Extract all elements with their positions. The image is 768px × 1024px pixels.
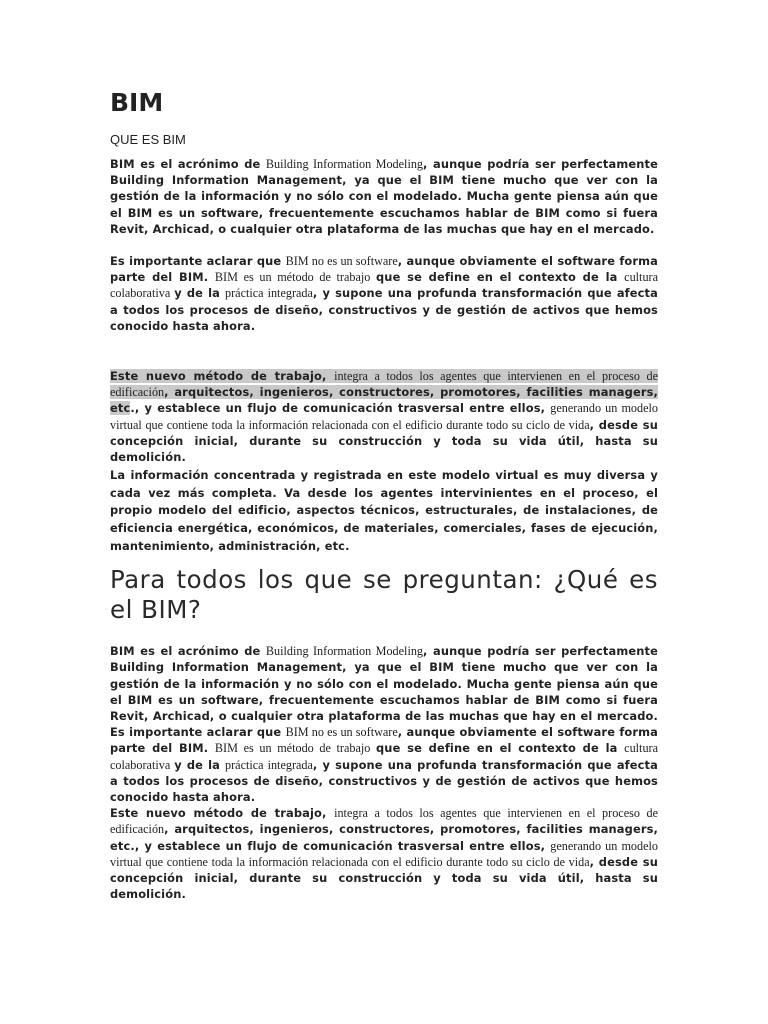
text-run: y de la (174, 757, 226, 772)
text-run: La información concentrada y registrada en este modelo virtual es muy diversa y cada vez más completa. Va desde los agentes intervinientes en el proceso, el propio modelo del edificio, aspectos técnicos, estructurales, de instalaciones, de eficiencia energética, económicos, de materiales, comerciales, fases de ejecución, mantenimiento, administración, etc. (110, 468, 658, 553)
text-run: práctica integrada (225, 286, 313, 301)
text-run: generando un modelo virtual que contiene toda la información relacionada con el edificio durante todo su ciclo de vida (110, 401, 658, 432)
text-run: , desde su concepción inicial, durante su construcción y toda su vida útil, hasta su demolición. (110, 417, 658, 465)
paragraph-new-work-method (110, 368, 658, 465)
text-run: que se define en el contexto de la (376, 741, 625, 756)
text-run: y de la (174, 286, 226, 301)
text-run: , aunque obviamente el software forma parte del BIM. (110, 254, 659, 285)
text-run: Es importante aclarar que (110, 254, 286, 269)
text-run: BIM es el acrónimo de (110, 644, 266, 659)
text-run: , aunque podría ser perfectamente Building Information Management, ya que el BIM tiene mucho que ver con la gestión de la información y no sólo con el modelado. Mucha gente piensa aún que el BIM es un software, frecuentemente escuchamos hablar de BIM como si fuera Revit, Archicad, o cualquier otra plataforma de las muchas que hay en el mercado. Es importante aclarar que (110, 644, 658, 740)
text-run: BIM es un método de trabajo (214, 270, 376, 285)
text-run: , arquitectos, ingenieros, constructores, promotores, facilities managers, etc (110, 385, 658, 416)
text-run: BIM no es un software (285, 254, 398, 269)
text-run: , desde su concepción inicial, durante su construcción y toda su vida útil, hasta su demolición. (110, 854, 658, 902)
paragraph-bim-not-software (110, 253, 658, 334)
text-run: BIM no es un software (285, 725, 398, 740)
paragraph-bim-definition (110, 156, 658, 237)
text-run: BIM es un método de trabajo (214, 741, 376, 756)
text-run: BIM es el acrónimo de (110, 157, 266, 171)
text-run: , aunque obviamente el software forma parte del BIM. (110, 725, 659, 756)
text-run: que se define en el contexto de la (376, 270, 625, 285)
paragraph-new-work-method-repeat (110, 805, 658, 902)
text-run: cultura colaborativa (110, 741, 659, 772)
document-page (110, 88, 658, 902)
text-run: Building Information Modeling (265, 157, 424, 171)
text-run: Este nuevo método de trabajo, (110, 369, 335, 384)
text-run: cultura colaborativa (110, 270, 659, 301)
document-subtitle: QUE ES BIM (110, 132, 186, 147)
paragraph-bim-definition-repeat (110, 643, 658, 805)
text-run: , arquitectos, ingenieros, constructores, promotores, facilities managers, etc., y establece un flujo de comunicación trasversal entre ellos, (110, 822, 658, 853)
text-run: Building Information Modeling (265, 644, 424, 659)
text-run: , aunque podría ser perfectamente Building Information Management, ya que el BIM tiene mucho que ver con la gestión de la información y no sólo con el modelado. Mucha gente piensa aún que el BIM es un software, frecuentemente escuchamos hablar de BIM como si fuera Revit, Archicad, o cualquier otra plataforma de las muchas que hay en el mercado. (110, 157, 658, 236)
text-run: integra a todos los agentes que intervienen en el proceso de edificación (110, 806, 658, 837)
text-run: integra a todos los agentes que intervienen en el proceso de edificación (110, 369, 658, 400)
paragraph-model-information (110, 467, 658, 555)
text-run: , y supone una profunda transformación que afecta a todos los procesos de diseño, constructivos y de gestión de activos que hemos conocido hasta ahora. (110, 757, 658, 805)
text-run: , y supone una profunda transformación que afecta a todos los procesos de diseño, constructivos y de gestión de activos que hemos conocido hasta ahora. (110, 286, 658, 333)
text-run: práctica integrada (225, 757, 313, 772)
document-title: BIM (110, 88, 164, 117)
text-run: generando un modelo virtual que contiene toda la información relacionada con el edificio durante todo su ciclo de vida (110, 838, 658, 869)
text-run: ., y establece un flujo de comunicación trasversal entre ellos, (130, 401, 551, 416)
section-heading: Para todos los que se preguntan: ¿Qué es el BIM? (110, 565, 658, 625)
text-run: Este nuevo método de trabajo, (110, 806, 335, 821)
